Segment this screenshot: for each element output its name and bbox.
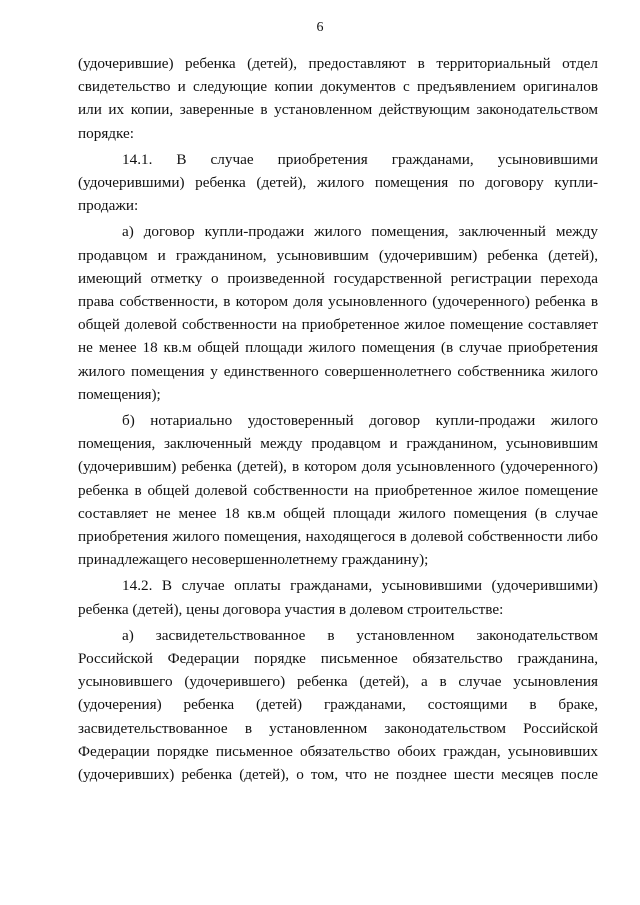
paragraph-14-2-a: а) засвидетельствованное в установленном законодательством Российской Федерации порядке письменное обязательство гражданина, усыновившего (удочерившего) ребенка (детей), а в случае усыновления (удочерения) ребенка (детей) гражданами, состоящими в браке, засвидетельствованное в установленном законодательством Российской Федерации порядке письменное обязательство обоих граждан, усыновивших (удочеривших) ребенка (детей), о том, что не позднее шести месяцев после bbox=[78, 626, 598, 784]
paragraph-14-1-b: б) нотариально удостоверенный договор купли-продажи жилого помещения, заключенный между продавцом и гражданином, усыновившим (удочерившим) ребенка (детей), в котором доля усыновленного (удочеренного) ребенка в общей долевой собственности на приобретенное жилое помещение составляет не менее 18 кв.м общей площади жилого помещения (в случае приобретения жилого помещения, находящегося в долевой собственности либо принадлежащего несовершеннолетнему гражданину); bbox=[78, 412, 598, 569]
paragraph-14-1-a: а) договор купли-продажи жилого помещения, заключенный между продавцом и гражданином, усыновившим (удочерившим) ребенка (детей), имеющий отметку о произведенной государственной регистрации перехода права собственности, в котором доля усыновленного (удочеренного) ребенка в общей долевой собственности на приобретенное жилое помещение составляет не менее 18 кв.м общей площади жилого помещения (в случае приобретения жилого помещения у единственного совершеннолетнего собственника жилого помещения); bbox=[78, 223, 598, 403]
document-body bbox=[78, 52, 598, 786]
paragraph-14-2: 14.2. В случае оплаты гражданами, усыновившими (удочерившими) ребенка (детей), цены договора участия в долевом строительстве: bbox=[78, 577, 598, 618]
paragraph-14-1: 14.1. В случае приобретения гражданами, усыновившими (удочерившими) ребенка (детей), жилого помещения по договору купли-продажи: bbox=[78, 150, 598, 215]
paragraph-continuation: (удочерившие) ребенка (детей), предоставляют в территориальный отдел свидетельство и следующие копии документов с предъявлением оригиналов или их копии, заверенные в установленном действующим законодательством порядке: bbox=[78, 55, 598, 142]
page-number: 6 bbox=[316, 20, 324, 35]
